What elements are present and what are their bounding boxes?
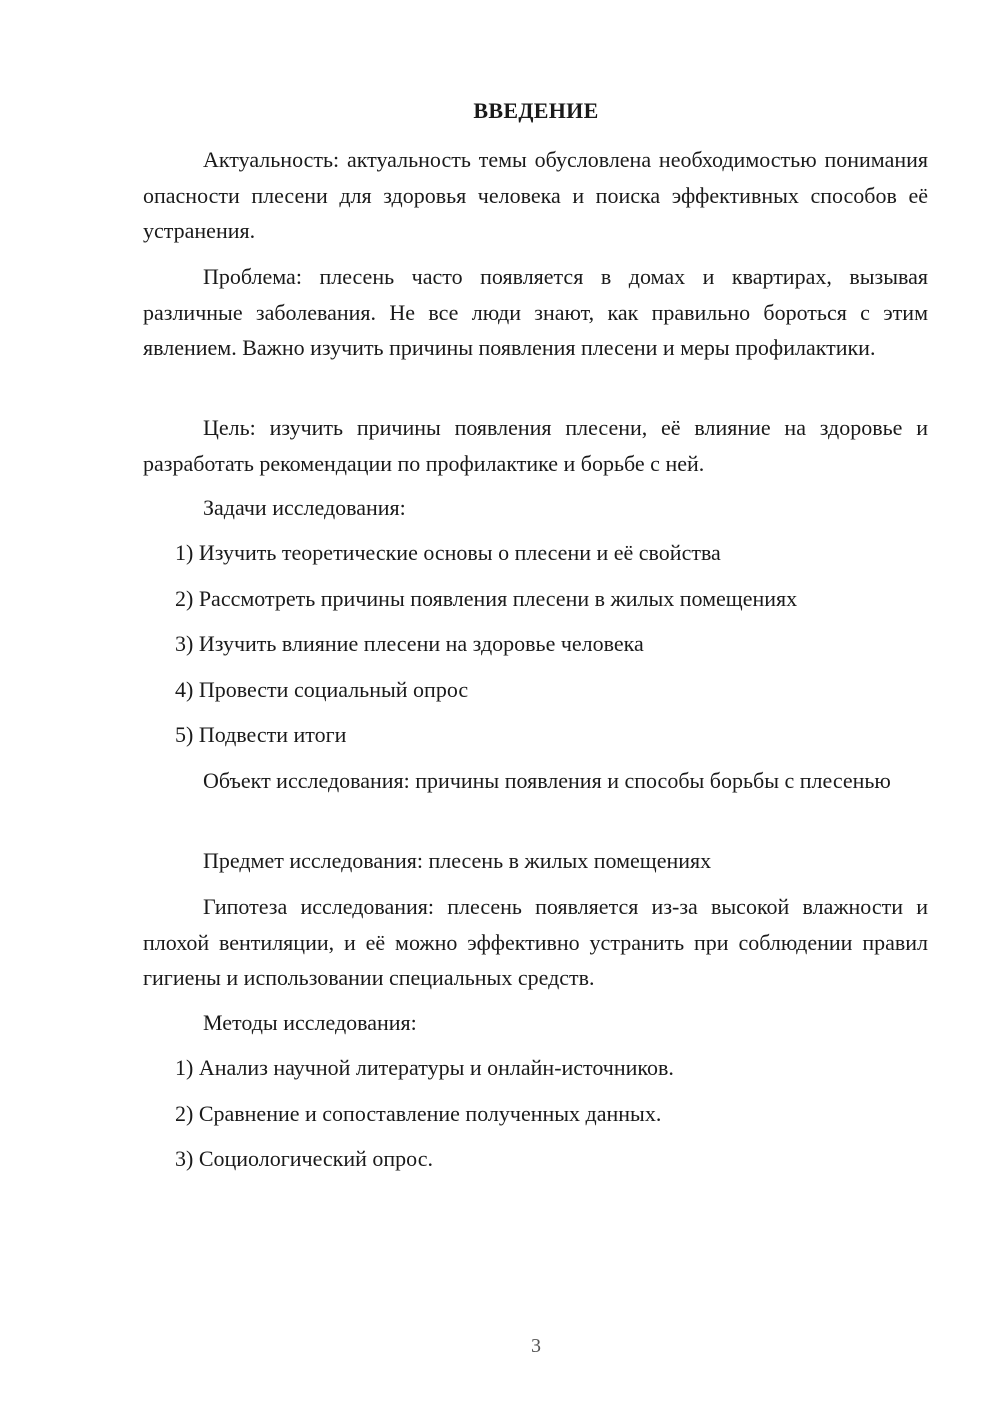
subject-paragraph: Предмет исследования: плесень в жилых помещениях [203, 848, 712, 873]
relevance-paragraph: Актуальность: актуальность темы обусловлена необходимостью понимания опасности плесени для здоровья человека и поиска эффективных способов её устранения. [143, 147, 928, 243]
task-item: 2) Рассмотреть причины появления плесени в жилых помещениях [175, 586, 798, 611]
object-paragraph: Объект исследования: причины появления и способы борьбы с плесенью [203, 768, 891, 793]
tasks-label: Задачи исследования: [203, 495, 406, 520]
page-number: 3 [531, 1335, 541, 1357]
task-item: 1) Изучить теоретические основы о плесени и её свойства [175, 540, 721, 565]
methods-label: Методы исследования: [203, 1010, 417, 1035]
goal-paragraph: Цель: изучить причины появления плесени, её влияние на здоровье и разработать рекомендации по профилактике и борьбе с ней. [143, 415, 928, 476]
task-item: 5) Подвести итоги [175, 722, 347, 747]
hypothesis-paragraph: Гипотеза исследования: плесень появляется из-за высокой влажности и плохой вентиляции, и её можно эффективно устранить при соблюдении правил гигиены и использовании специальных средств. [143, 894, 928, 990]
method-item: 3) Социологический опрос. [175, 1146, 433, 1171]
section-heading: ВВЕДЕНИЕ [473, 98, 599, 123]
method-item: 2) Сравнение и сопоставление полученных данных. [175, 1101, 662, 1126]
task-item: 3) Изучить влияние плесени на здоровье человека [175, 631, 644, 656]
problem-paragraph: Проблема: плесень часто появляется в домах и квартирах, вызывая различные заболевания. Не все люди знают, как правильно бороться с этим явлением. Важно изучить причины появления плесени и меры профилактики. [143, 264, 928, 360]
method-item: 1) Анализ научной литературы и онлайн-источников. [175, 1055, 674, 1080]
task-item: 4) Провести социальный опрос [175, 677, 469, 702]
